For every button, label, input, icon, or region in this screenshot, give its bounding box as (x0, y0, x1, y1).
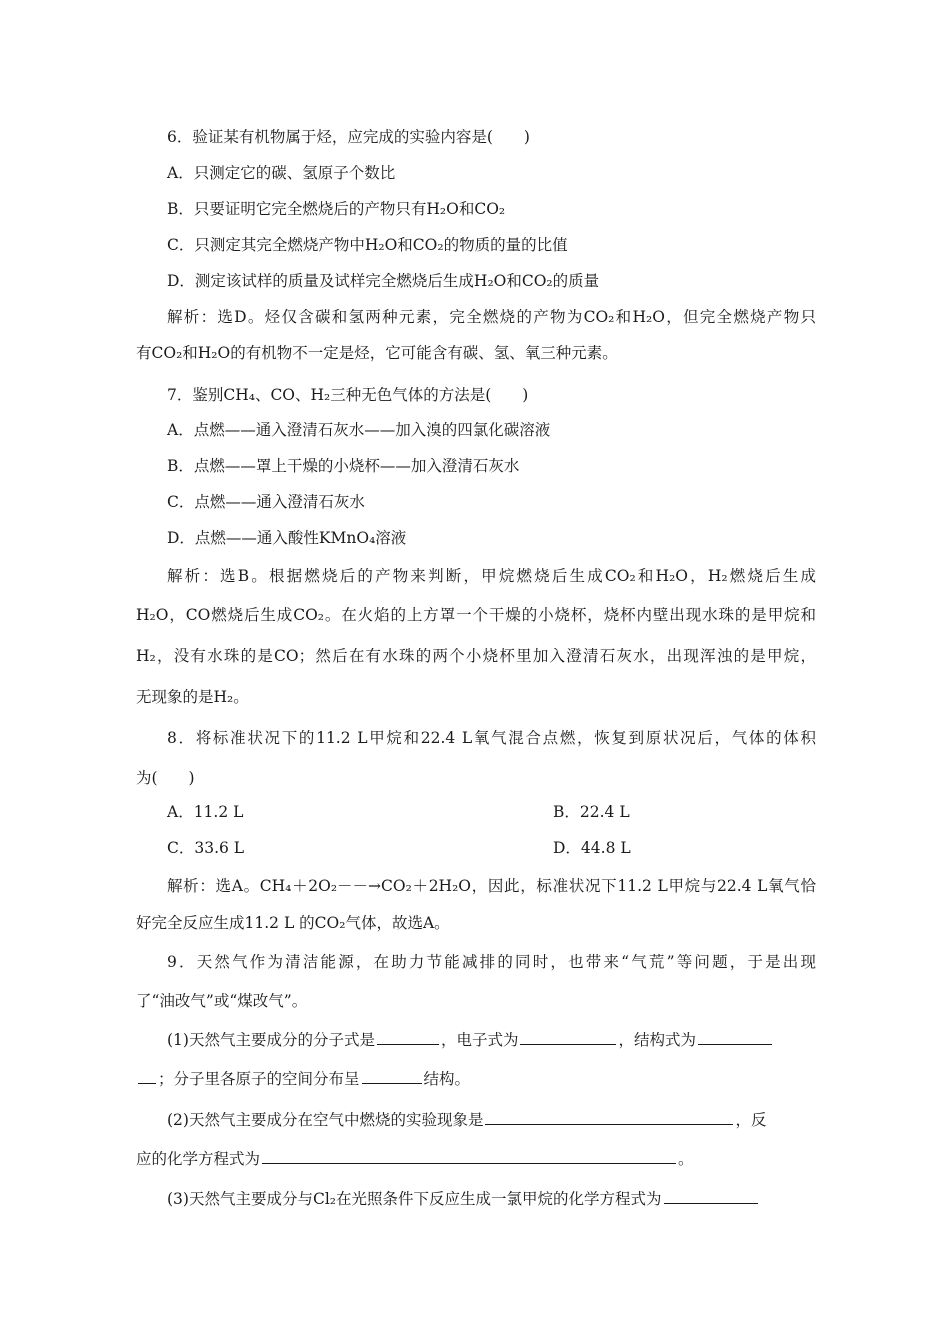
q6-analysis-line2: 有CO₂和H₂O的有机物不一定是烃，它可能含有碳、氢、氧三种元素。 (136, 344, 618, 362)
q6-option-a: A．只测定它的碳、氢原子个数比 (167, 164, 396, 182)
q9-part1-line1: (1)天然气主要成分的分子式是 ，电子式为 ，结构式为 (167, 1029, 774, 1050)
q8-option-c: C．33.6 L (167, 839, 245, 857)
q7-analysis-line4: 无现象的是H₂。 (136, 688, 249, 706)
q6-option-b: B．只要证明它完全燃烧后的产物只有H₂O和CO₂ (167, 200, 506, 218)
q9-part1-line2: ；分子里各原子的空间分布呈 结构。 (136, 1068, 470, 1089)
q7-stem: 7．鉴别CH₄、CO、H₂三种无色气体的方法是( ) (167, 386, 529, 404)
combustion-phenomenon-blank[interactable] (485, 1109, 733, 1125)
structural-formula-blank-cont[interactable] (138, 1068, 156, 1084)
q8-analysis-line2: 好完全反应生成11.2 L 的CO₂气体，故选A。 (136, 914, 450, 932)
q9-part2-line1: (2)天然气主要成分在空气中燃烧的实验现象是 ，反 (167, 1111, 767, 1129)
q9-part3-line1: (3)天然气主要成分与Cl₂在光照条件下反应生成一氯甲烷的化学方程式为 (167, 1188, 760, 1209)
q8-analysis-line1: 解析：选A。CH₄＋2O₂－－→CO₂＋2H₂O，因此，标准状况下11.2 L甲烷与22.4 L氧气恰 (167, 877, 816, 895)
q8-stem-line1: 8．将标准状况下的11.2 L甲烷和22.4 L氧气混合点燃，恢复到原状况后，气体的体积 (167, 729, 816, 747)
q7-option-a: A．点燃——通入澄清石灰水——加入溴的四氯化碳溶液 (167, 421, 551, 439)
q7-analysis-line2: H₂O，CO燃烧后生成CO₂。在火焰的上方罩一个干燥的小烧杯，烧杯内壁出现水珠的是甲烷和 (136, 606, 816, 624)
q8-option-d: D．44.8 L (553, 839, 631, 857)
q9-stem-line2: 了“油改气”或“煤改气”。 (136, 992, 308, 1010)
structural-formula-blank[interactable] (698, 1029, 772, 1045)
q9-stem-line1: 9．天然气作为清洁能源，在助力节能减排的同时，也带来“气荒”等问题，于是出现 (167, 953, 816, 971)
q7-option-c: C．点燃——通入澄清石灰水 (167, 493, 365, 511)
electron-formula-blank[interactable] (520, 1029, 616, 1045)
q7-analysis-line1: 解析：选B。根据燃烧后的产物来判断，甲烷燃烧后生成CO₂和H₂O，H₂燃烧后生成 (167, 567, 816, 585)
q8-option-b: B．22.4 L (553, 803, 630, 821)
q8-stem-line2: 为( ) (136, 769, 195, 787)
q6-stem: 6．验证某有机物属于烃，应完成的实验内容是( ) (167, 128, 530, 146)
q6-analysis-line1: 解析：选D。烃仅含碳和氢两种元素，完全燃烧的产物为CO₂和H₂O，但完全燃烧产物只 (167, 308, 816, 326)
q7-analysis-line3: H₂，没有水珠的是CO；然后在有水珠的两个小烧杯里加入澄清石灰水，出现浑浊的是甲烷， (136, 647, 816, 665)
chlorination-equation-blank[interactable] (664, 1188, 758, 1204)
q7-option-b: B．点燃——罩上干燥的小烧杯——加入澄清石灰水 (167, 457, 520, 475)
q9-part2-line2: 应的化学方程式为 。 (136, 1150, 694, 1168)
q6-option-c: C．只测定其完全燃烧产物中H₂O和CO₂的物质的量的比值 (167, 236, 568, 254)
q6-option-d: D．测定该试样的质量及试样完全燃烧后生成H₂O和CO₂的质量 (167, 272, 600, 290)
q8-option-a: A．11.2 L (167, 803, 244, 821)
spatial-structure-blank[interactable] (362, 1068, 422, 1084)
q7-option-d: D．点燃——通入酸性KMnO₄溶液 (167, 529, 407, 547)
molecular-formula-blank[interactable] (377, 1029, 439, 1045)
combustion-equation-blank[interactable] (262, 1148, 676, 1164)
